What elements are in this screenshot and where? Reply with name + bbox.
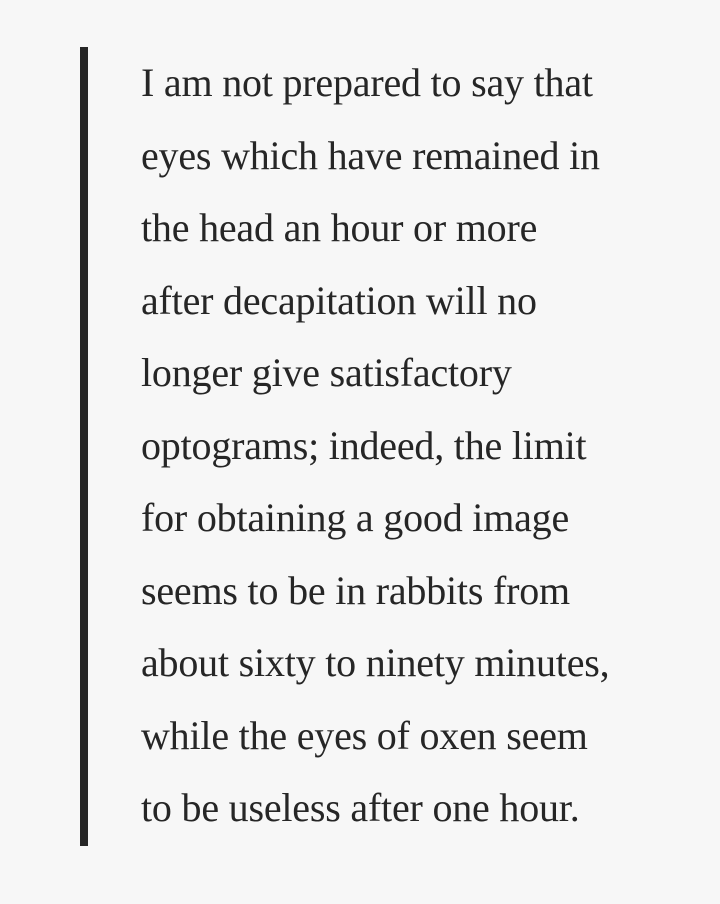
quote-line: for obtaining a good image — [141, 495, 570, 540]
quote-line: eyes which have remained in — [141, 132, 600, 178]
quote-line: after decapitation will no — [141, 277, 537, 323]
quote-line: about sixty to ninety minutes, — [141, 640, 610, 685]
quote-line: while the eyes of oxen seem — [141, 712, 588, 758]
quote-bar — [80, 47, 88, 846]
quote-line: longer give satisfactory — [141, 350, 512, 395]
quote-line: optograms; indeed, the limit — [141, 422, 587, 468]
quote-line: to be useless after one hour. — [141, 785, 580, 830]
quote-text — [141, 47, 609, 845]
blockquote — [80, 47, 680, 846]
quote-line: I am not prepared to say that — [141, 60, 593, 105]
quote-line: seems to be in rabbits from — [141, 567, 570, 613]
quote-line: the head an hour or more — [141, 205, 538, 250]
